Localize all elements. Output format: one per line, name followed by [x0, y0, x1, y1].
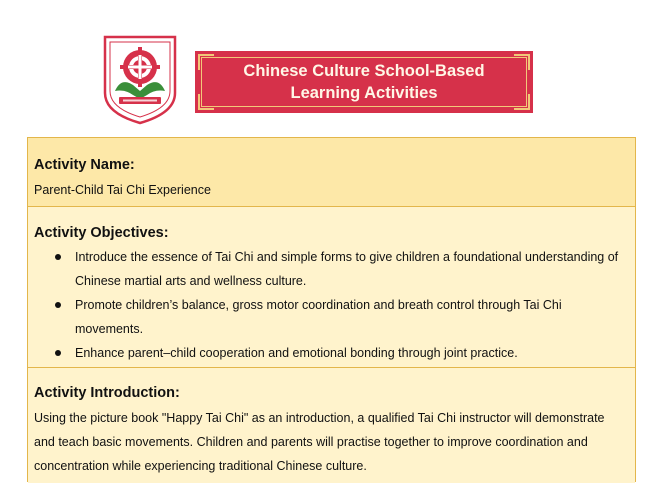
activity-introduction-heading: Activity Introduction:	[34, 385, 180, 401]
list-item	[28, 341, 635, 365]
bullet-icon	[55, 302, 61, 308]
objectives-list	[28, 245, 635, 365]
activity-name-value: Parent-Child Tai Chi Experience	[34, 183, 211, 197]
page-title	[195, 60, 533, 104]
objective-text: Introduce the essence of Tai Chi and simple forms to give children a foundational understanding of Chinese martial arts and wellness culture.	[75, 250, 619, 288]
title-line-1: Chinese Culture School-Based	[243, 62, 485, 80]
activity-table	[27, 137, 636, 482]
objective-text: Enhance parent–child cooperation and emotional bonding through joint practice.	[75, 346, 518, 360]
title-banner	[195, 51, 533, 113]
bullet-icon	[55, 254, 61, 260]
objective-text: Promote children’s balance, gross motor coordination and breath control through Tai Chi movements.	[75, 298, 562, 336]
activity-introduction-text: Using the picture book "Happy Tai Chi" as an introduction, a qualified Tai Chi instructor will demonstrate and teach basic movements. Children and parents will practise together to improve coordination and concentration while experiencing traditional Chinese culture.	[34, 411, 605, 473]
school-crest-icon	[101, 33, 179, 125]
activity-introduction-section	[28, 368, 635, 483]
list-item	[28, 245, 635, 293]
activity-objectives-heading: Activity Objectives:	[34, 225, 169, 241]
title-line-2: Learning Activities	[290, 84, 438, 102]
school-logo	[101, 33, 179, 125]
activity-name-heading: Activity Name:	[34, 157, 135, 173]
list-item	[28, 293, 635, 341]
activity-name-section	[28, 138, 635, 207]
bullet-icon	[55, 350, 61, 356]
activity-objectives-section	[28, 207, 635, 368]
